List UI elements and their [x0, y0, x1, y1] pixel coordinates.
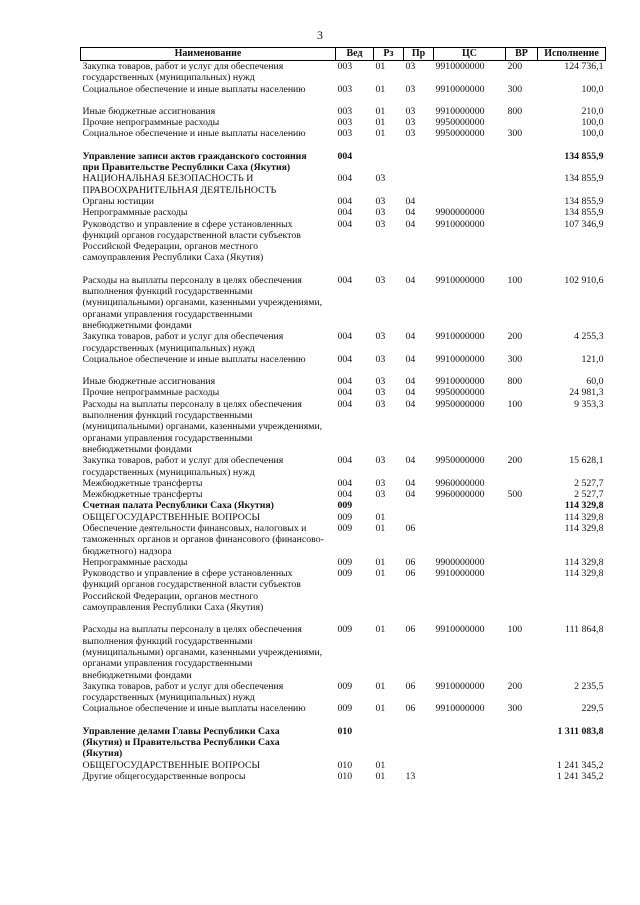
row-vr: 500: [507, 489, 523, 501]
row-ved: 003: [337, 105, 353, 117]
row-ved: 004: [337, 195, 353, 207]
row-rz: 03: [375, 195, 386, 207]
row-ved: 004: [337, 173, 353, 185]
row-vr: [506, 512, 538, 523]
row-name: Межбюджетные трансферты: [82, 477, 203, 489]
table-row: [81, 117, 606, 128]
row-ved: 009: [337, 500, 353, 512]
row-pr: 04: [405, 331, 416, 343]
row-vr: 200: [507, 61, 523, 72]
row-name: Закупка товаров, работ и услуг для обеспечения государственных (муниципальных) нужд: [82, 680, 284, 704]
row-vr: 200: [507, 680, 523, 692]
table-row: [81, 173, 606, 196]
row-cs: 9910000000: [435, 624, 485, 636]
row-pr: 04: [405, 489, 416, 501]
row-pr: 03: [405, 117, 416, 129]
row-rz: 01: [375, 128, 386, 140]
row-amount: 111 864,8: [565, 624, 604, 636]
row-amount: 102 910,6: [564, 274, 604, 286]
column-header-rz: Рз: [374, 48, 404, 61]
row-ved: 004: [337, 150, 353, 162]
row-pr: 04: [405, 353, 416, 365]
row-vr: [506, 478, 538, 489]
row-pr: 13: [405, 770, 416, 782]
row-name: Руководство и управление в сфере установленных функций органов государственной власти субъектов Российской Федерации, органов местного самоуправления Республики Саха (Якутия): [82, 568, 301, 614]
row-rz: 03: [375, 489, 386, 501]
row-vr: 100: [507, 274, 523, 286]
row-cs: [434, 523, 506, 557]
table-row: [81, 399, 606, 455]
row-vr: [506, 207, 538, 218]
row-pr: [404, 715, 434, 760]
row-cs: 9900000000: [435, 207, 485, 219]
row-pr: [404, 500, 434, 511]
row-pr: 06: [405, 568, 416, 580]
row-name: Социальное обеспечение и иные выплаты населению: [82, 83, 306, 95]
row-name: ОБЩЕГОСУДАРСТВЕННЫЕ ВОПРОСЫ: [82, 511, 261, 523]
row-ved: 009: [337, 568, 353, 580]
table-body: [81, 61, 606, 783]
row-name: Социальное обеспечение и иные выплаты населению: [82, 703, 306, 715]
table-row: [81, 771, 606, 782]
row-ved: 004: [337, 274, 353, 286]
row-cs: 9960000000: [435, 489, 485, 501]
row-amount: 114 329,8: [564, 568, 604, 580]
row-cs: [434, 173, 506, 196]
row-ved: 009: [337, 522, 353, 534]
row-pr: 04: [405, 387, 416, 399]
row-name: Органы юстиции: [82, 195, 155, 207]
row-ved: 004: [337, 477, 353, 489]
row-vr: [506, 387, 538, 398]
row-name: Иные бюджетные ассигнования: [82, 105, 216, 117]
row-pr: 06: [405, 522, 416, 534]
row-amount: 114 329,8: [564, 556, 604, 568]
row-amount: 114 329,8: [564, 500, 604, 512]
row-vr: [506, 715, 538, 760]
table-row: [81, 128, 606, 139]
row-vr: [506, 760, 538, 771]
row-pr: 04: [405, 376, 416, 388]
row-cs: [434, 512, 506, 523]
row-amount: 210,0: [581, 105, 604, 117]
row-name: Закупка товаров, работ и услуг для обеспечения государственных (муниципальных) нужд: [82, 61, 284, 84]
row-cs: [434, 140, 506, 174]
row-vr: [506, 173, 538, 196]
row-ved: 004: [337, 387, 353, 399]
row-name: Счетная палата Республики Саха (Якутия): [82, 500, 274, 512]
row-amount: 114 329,8: [564, 511, 604, 523]
row-vr: [506, 500, 538, 511]
row-rz: [374, 500, 404, 511]
row-vr: [506, 117, 538, 128]
row-pr: 04: [405, 455, 416, 467]
table-row: [81, 387, 606, 398]
row-cs: 9910000000: [435, 218, 485, 230]
row-amount: 121,0: [581, 353, 604, 365]
row-pr: 04: [405, 195, 416, 207]
row-pr: 06: [405, 703, 416, 715]
row-vr: 200: [507, 331, 523, 343]
row-rz: 03: [375, 207, 386, 219]
row-rz: 01: [375, 568, 386, 580]
row-amount: 100,0: [581, 128, 604, 140]
row-vr: 800: [507, 376, 523, 388]
row-cs: 9960000000: [435, 477, 485, 489]
row-amount: 15 628,1: [569, 455, 604, 467]
row-pr: 06: [405, 680, 416, 692]
row-cs: [434, 715, 506, 760]
row-ved: 004: [337, 353, 353, 365]
row-cs: 9910000000: [435, 105, 485, 117]
column-header-pr: Пр: [404, 48, 434, 61]
table-row: [81, 500, 606, 511]
row-pr: 04: [405, 274, 416, 286]
row-pr: 04: [405, 398, 416, 410]
row-cs: [434, 771, 506, 782]
row-pr: 04: [405, 218, 416, 230]
row-amount: 124 736,1: [564, 61, 604, 72]
row-vr: 100: [507, 624, 523, 636]
row-name: Социальное обеспечение и иные выплаты населению: [82, 353, 306, 365]
table-row: [81, 331, 606, 354]
row-pr: 03: [405, 61, 416, 72]
row-amount: 134 855,9: [564, 207, 604, 219]
row-cs: [434, 760, 506, 771]
row-cs: 9950000000: [435, 387, 485, 399]
row-cs: 9910000000: [435, 703, 485, 715]
row-rz: 03: [375, 274, 386, 286]
row-ved: 004: [337, 398, 353, 410]
row-name: Прочие непрограммные расходы: [82, 117, 220, 129]
row-amount: 134 855,9: [564, 150, 604, 162]
row-name: Расходы на выплаты персоналу в целях обеспечения выполнения функций государственными (муниципальными) органами, казенными учреждениями, органами управления государственными внебюджетными фондами: [82, 398, 323, 455]
table-row: [81, 681, 606, 704]
row-name: Расходы на выплаты персоналу в целях обеспечения выполнения функций государственными (муниципальными) органами, казенными учреждениями, органами управления государственными внебюджетными фондами: [82, 624, 323, 681]
page-number: 3: [317, 28, 323, 42]
row-cs: 9950000000: [435, 117, 485, 129]
row-name: Закупка товаров, работ и услуг для обеспечения государственных (муниципальных) нужд: [82, 455, 284, 478]
row-ved: 004: [337, 331, 353, 343]
row-cs: [434, 196, 506, 207]
row-ved: 009: [337, 680, 353, 692]
table-row: [81, 760, 606, 771]
row-ved: 004: [337, 376, 353, 388]
row-name: Межбюджетные трансферты: [82, 489, 203, 501]
row-amount: 9 353,3: [574, 398, 604, 410]
row-name: Непрограммные расходы: [82, 556, 188, 568]
row-ved: 009: [337, 703, 353, 715]
row-cs: 9910000000: [435, 274, 485, 286]
row-cs: [434, 500, 506, 511]
row-vr: 300: [507, 83, 523, 95]
row-ved: 003: [337, 117, 353, 129]
table-row: [81, 95, 606, 117]
row-rz: 01: [375, 703, 386, 715]
row-amount: 1 311 083,8: [557, 725, 604, 737]
row-name: Социальное обеспечение и иные выплаты населению: [82, 128, 306, 140]
row-cs: 9950000000: [435, 398, 485, 410]
row-rz: 03: [375, 218, 386, 230]
budget-table: [80, 47, 606, 782]
row-cs: 9950000000: [435, 455, 485, 467]
row-ved: 010: [337, 759, 353, 771]
table-row: [81, 703, 606, 714]
row-vr: [506, 557, 538, 568]
column-header-amount: Исполнение: [538, 48, 606, 61]
row-ved: 003: [337, 61, 353, 72]
row-cs: 9950000000: [435, 128, 485, 140]
table-row: [81, 84, 606, 95]
row-name: ОБЩЕГОСУДАРСТВЕННЫЕ ВОПРОСЫ: [82, 759, 261, 771]
row-amount: 100,0: [581, 83, 604, 95]
row-amount: 1 241 345,2: [556, 770, 604, 782]
row-cs: 9900000000: [435, 556, 485, 568]
row-name: Обеспечение деятельности финансовых, налоговых и таможенных органов и органов финансового (финансово- бюджетного) надзора: [82, 522, 324, 557]
row-pr: 03: [405, 83, 416, 95]
row-rz: 01: [375, 61, 386, 72]
row-name: Расходы на выплаты персоналу в целях обеспечения выполнения функций государственными (муниципальными) органами, казенными учреждениями, органами управления государственными внебюджетными фондами: [82, 274, 323, 331]
row-pr: [404, 760, 434, 771]
row-amount: 2 527,7: [574, 477, 604, 489]
row-ved: 003: [337, 83, 353, 95]
row-name: НАЦИОНАЛЬНАЯ БЕЗОПАСНОСТЬ И ПРАВООХРАНИТЕЛЬНАЯ ДЕЯТЕЛЬНОСТЬ: [82, 173, 277, 196]
table-row: [81, 523, 606, 557]
table-row: [81, 219, 606, 264]
table-row: [81, 715, 606, 760]
table-row: [81, 512, 606, 523]
row-ved: 003: [337, 128, 353, 140]
row-rz: 03: [375, 353, 386, 365]
row-cs: 9910000000: [435, 61, 485, 72]
row-pr: 04: [405, 477, 416, 489]
row-ved: 004: [337, 207, 353, 219]
column-header-vr: ВР: [506, 48, 538, 61]
column-header-ved: Вед: [336, 48, 374, 61]
row-amount: 107 346,9: [564, 218, 604, 230]
row-amount: 4 255,3: [574, 331, 604, 343]
table-row: [81, 557, 606, 568]
row-name: Прочие непрограммные расходы: [82, 387, 220, 399]
row-rz: 01: [375, 624, 386, 636]
row-pr: 04: [405, 207, 416, 219]
row-vr: 300: [507, 703, 523, 715]
row-amount: 229,5: [581, 703, 604, 715]
row-ved: 010: [337, 770, 353, 782]
table-row: [81, 568, 606, 613]
row-cs: 9910000000: [435, 680, 485, 692]
row-pr: 06: [405, 556, 416, 568]
row-vr: 200: [507, 455, 523, 467]
row-name: Руководство и управление в сфере установленных функций органов государственной власти субъектов Российской Федерации, органов местного самоуправления Республики Саха (Якутия): [82, 218, 301, 264]
row-cs: 9910000000: [435, 376, 485, 388]
row-rz: 03: [375, 387, 386, 399]
row-amount: 1 241 345,2: [556, 759, 604, 771]
row-amount: 2 527,7: [574, 489, 604, 501]
row-vr: [506, 196, 538, 207]
row-vr: [506, 219, 538, 264]
row-ved: 010: [337, 725, 353, 737]
row-rz: 03: [375, 477, 386, 489]
row-rz: 01: [375, 117, 386, 129]
row-pr: 03: [405, 105, 416, 117]
row-name: Другие общегосударственные вопросы: [82, 770, 246, 782]
row-name: Закупка товаров, работ и услуг для обеспечения государственных (муниципальных) нужд: [82, 331, 284, 354]
row-name: Иные бюджетные ассигнования: [82, 376, 216, 388]
row-rz: 03: [375, 376, 386, 388]
table-row: [81, 140, 606, 174]
table-row: [81, 489, 606, 500]
row-ved: 004: [337, 218, 353, 230]
column-header-name: Наименование: [81, 48, 336, 61]
row-name: Управление делами Главы Республики Саха (Якутия) и Правительства Республики Саха (Якутия): [82, 725, 280, 760]
row-rz: 01: [375, 770, 386, 782]
row-rz: [374, 715, 404, 760]
table-row: [81, 61, 606, 84]
row-ved: 009: [337, 511, 353, 523]
row-amount: 60,0: [586, 376, 604, 388]
row-pr: 06: [405, 624, 416, 636]
table-row: [81, 478, 606, 489]
row-rz: 01: [375, 556, 386, 568]
row-vr: [506, 140, 538, 174]
row-vr: 300: [507, 128, 523, 140]
row-rz: 03: [375, 331, 386, 343]
row-rz: 03: [375, 398, 386, 410]
table-row: [81, 455, 606, 478]
row-rz: 01: [375, 511, 386, 523]
table-row: [81, 365, 606, 387]
row-pr: [404, 140, 434, 174]
row-rz: [374, 140, 404, 174]
row-ved: 004: [337, 455, 353, 467]
row-rz: 01: [375, 83, 386, 95]
row-amount: 134 855,9: [564, 173, 604, 185]
row-rz: 01: [375, 522, 386, 534]
row-rz: 01: [375, 105, 386, 117]
row-name: Управление записи актов гражданского состояния при Правительстве Республики Саха (Якутия): [82, 150, 307, 174]
row-rz: 01: [375, 680, 386, 692]
table-row: [81, 207, 606, 218]
row-vr: [506, 771, 538, 782]
row-ved: 009: [337, 624, 353, 636]
table-row: [81, 196, 606, 207]
row-cs: 9910000000: [435, 353, 485, 365]
row-amount: 24 981,3: [569, 387, 604, 399]
row-cs: 9910000000: [435, 83, 485, 95]
row-vr: 300: [507, 353, 523, 365]
table-row: [81, 613, 606, 680]
row-amount: 100,0: [581, 117, 604, 129]
row-pr: [404, 173, 434, 196]
row-rz: 03: [375, 173, 386, 185]
row-cs: 9910000000: [435, 331, 485, 343]
row-cs: 9910000000: [435, 568, 485, 580]
table-header-row: [81, 48, 606, 61]
row-name: Непрограммные расходы: [82, 207, 188, 219]
row-amount: 2 235,5: [574, 680, 604, 692]
row-vr: 800: [507, 105, 523, 117]
table-row: [81, 354, 606, 365]
row-ved: 009: [337, 556, 353, 568]
table-row: [81, 264, 606, 331]
row-pr: 03: [405, 128, 416, 140]
row-vr: 100: [507, 398, 523, 410]
row-rz: 01: [375, 759, 386, 771]
row-vr: [506, 568, 538, 613]
column-header-cs: ЦС: [434, 48, 506, 61]
row-rz: 03: [375, 455, 386, 467]
row-amount: 134 855,9: [564, 195, 604, 207]
row-amount: 114 329,8: [564, 522, 604, 534]
row-pr: [404, 512, 434, 523]
row-vr: [506, 523, 538, 557]
row-ved: 004: [337, 489, 353, 501]
